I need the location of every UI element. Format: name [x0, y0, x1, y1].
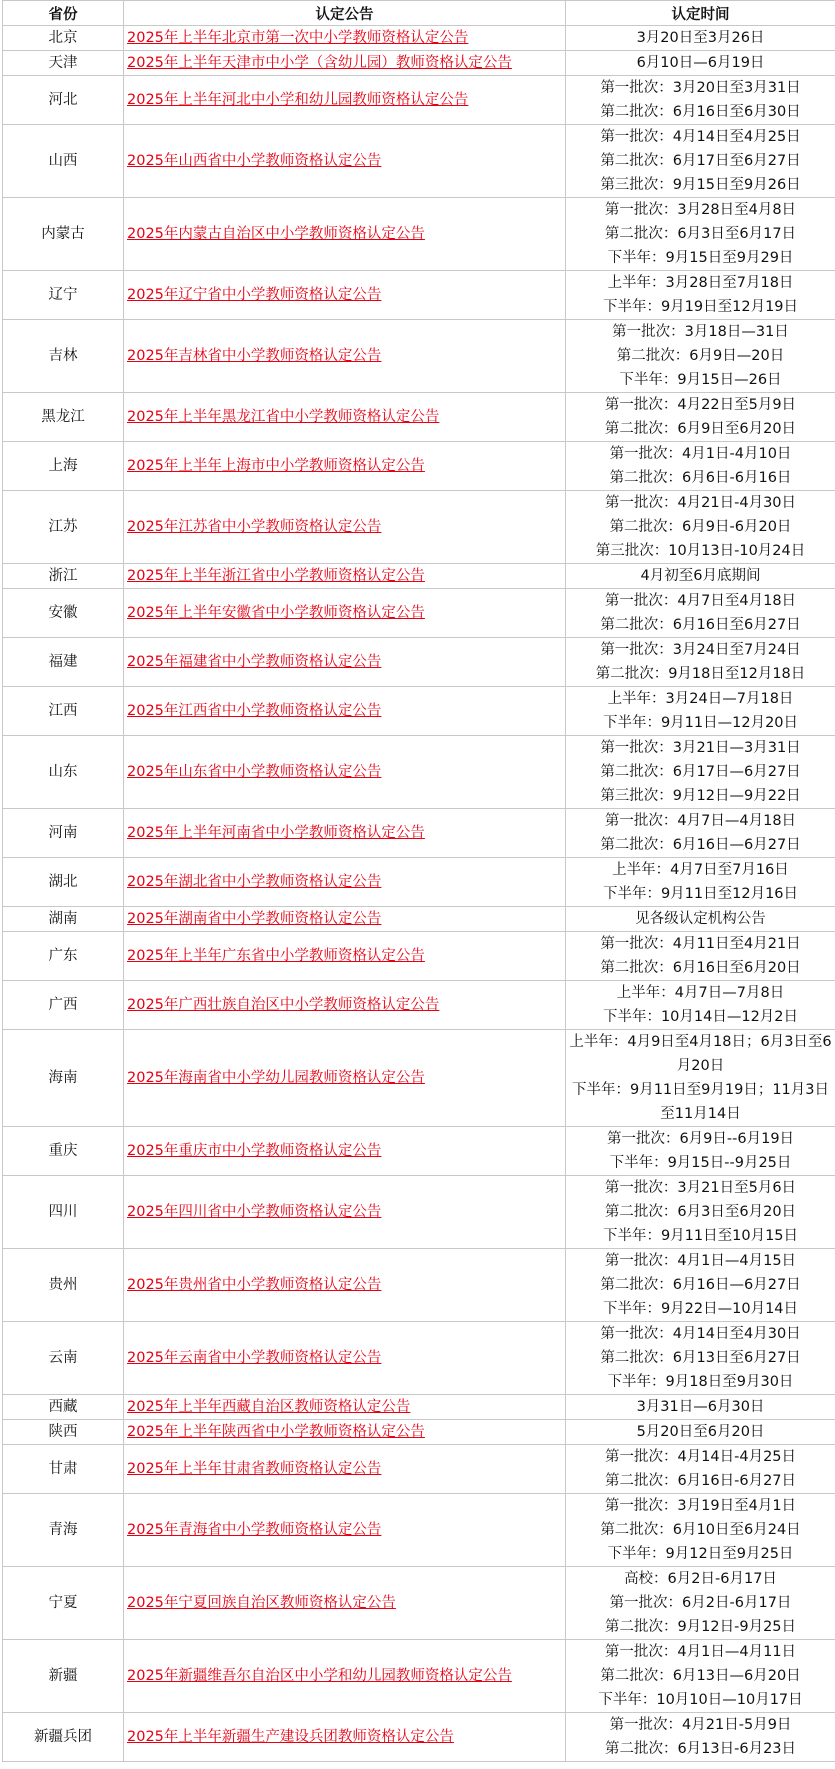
- time-line: 3月20日至3月26日: [636, 30, 765, 46]
- time-line: 第二批次：6月10日至6月24日: [600, 1522, 801, 1538]
- time-line: 第三批次：9月12日—9月22日: [600, 788, 801, 804]
- notice-link[interactable]: 2025年上半年广东省中小学教师资格认定公告: [127, 948, 425, 964]
- notice-link[interactable]: 2025年福建省中小学教师资格认定公告: [127, 654, 382, 670]
- table-row: [3, 76, 835, 125]
- time-line: 下半年：10月14日—12月2日: [602, 1009, 799, 1025]
- province-cell: 天津: [3, 51, 124, 76]
- notice-cell: [124, 1395, 566, 1420]
- notice-cell: [124, 932, 566, 981]
- time-cell: [566, 736, 835, 809]
- time-line: 第二批次：6月13日-6月23日: [604, 1741, 797, 1757]
- province-cell: 福建: [3, 638, 124, 687]
- province-cell: 山西: [3, 125, 124, 198]
- notice-link[interactable]: 2025年上半年黑龙江省中小学教师资格认定公告: [127, 409, 440, 425]
- time-line: 第二批次：6月16日—6月27日: [600, 1277, 801, 1293]
- province-cell: 海南: [3, 1030, 124, 1127]
- time-line: 第一批次：3月24日至7月24日: [600, 642, 801, 658]
- notice-cell: [124, 638, 566, 687]
- time-line: 第一批次：4月1日—4月15日: [604, 1253, 797, 1269]
- time-line: 第一批次：3月20日至3月31日: [600, 80, 801, 96]
- time-line: 第三批次：9月15日至9月26日: [600, 177, 801, 193]
- notice-cell: [124, 1494, 566, 1567]
- notice-cell: [124, 320, 566, 393]
- time-line: 第二批次：6月9日-6月20日: [609, 519, 792, 535]
- time-line: 第一批次：4月14日至4月30日: [600, 1326, 801, 1342]
- notice-cell: [124, 76, 566, 125]
- time-line: 4月初至6月底期间: [640, 568, 761, 584]
- table-row: [3, 981, 835, 1030]
- notice-cell: [124, 51, 566, 76]
- notice-link[interactable]: 2025年上半年新疆生产建设兵团教师资格认定公告: [127, 1729, 454, 1745]
- table-row: [3, 1713, 835, 1762]
- notice-cell: [124, 736, 566, 809]
- table-row: [3, 1420, 835, 1445]
- time-cell: [566, 687, 835, 736]
- time-line: 第一批次：4月22日至5月9日: [604, 397, 797, 413]
- time-cell: [566, 1713, 835, 1762]
- time-line: 第二批次：6月17日至6月27日: [600, 153, 801, 169]
- time-line: 第一批次：3月21日—3月31日: [600, 740, 801, 756]
- time-cell: [566, 589, 835, 638]
- notice-cell: [124, 1445, 566, 1494]
- notice-link[interactable]: 2025年上半年天津市中小学（含幼儿园）教师资格认定公告: [127, 55, 512, 71]
- province-cell: 北京: [3, 26, 124, 51]
- notice-link[interactable]: 2025年四川省中小学教师资格认定公告: [127, 1204, 382, 1220]
- notice-cell: [124, 198, 566, 271]
- notice-cell: [124, 809, 566, 858]
- time-line: 第一批次：4月21日-4月30日: [604, 495, 797, 511]
- time-line: 第二批次：6月9日—20日: [616, 348, 785, 364]
- time-line: 下半年：9月11日—12月20日: [602, 715, 799, 731]
- time-line: 第二批次：6月17日—6月27日: [600, 764, 801, 780]
- province-cell: 陕西: [3, 1420, 124, 1445]
- province-cell: 河北: [3, 76, 124, 125]
- time-cell: [566, 76, 835, 125]
- notice-link[interactable]: 2025年新疆维吾尔自治区中小学和幼儿园教师资格认定公告: [127, 1668, 512, 1684]
- table-row: [3, 320, 835, 393]
- notice-cell: [124, 1176, 566, 1249]
- province-cell: 辽宁: [3, 271, 124, 320]
- time-cell: [566, 1494, 835, 1567]
- notice-link[interactable]: 2025年上半年西藏自治区教师资格认定公告: [127, 1399, 411, 1415]
- notice-cell: [124, 981, 566, 1030]
- table-row: [3, 393, 835, 442]
- notice-link[interactable]: 2025年广西壮族自治区中小学教师资格认定公告: [127, 997, 440, 1013]
- notice-link[interactable]: 2025年山东省中小学教师资格认定公告: [127, 764, 382, 780]
- time-cell: [566, 320, 835, 393]
- province-cell: 广东: [3, 932, 124, 981]
- table-row: [3, 564, 835, 589]
- time-cell: [566, 125, 835, 198]
- time-line: 下半年：9月11日至10月15日: [602, 1228, 799, 1244]
- notice-cell: [124, 271, 566, 320]
- header-notice: 认定公告: [124, 1, 566, 26]
- notice-link[interactable]: 2025年青海省中小学教师资格认定公告: [127, 1522, 382, 1538]
- notice-link[interactable]: 2025年上半年陕西省中小学教师资格认定公告: [127, 1424, 425, 1440]
- time-line: 第二批次：6月16日—6月27日: [600, 837, 801, 853]
- notice-cell: [124, 858, 566, 907]
- notice-cell: [124, 687, 566, 736]
- time-line: 下半年：10月10日—10月17日: [598, 1692, 803, 1708]
- time-line: 第二批次：6月16日至6月27日: [600, 617, 801, 633]
- table-row: [3, 198, 835, 271]
- time-cell: [566, 981, 835, 1030]
- notice-cell: [124, 393, 566, 442]
- time-line: 第二批次：6月3日至6月20日: [604, 1204, 797, 1220]
- province-cell: 青海: [3, 1494, 124, 1567]
- notice-cell: [124, 125, 566, 198]
- time-cell: [566, 1322, 835, 1395]
- time-line: 6月10日—6月19日: [636, 55, 765, 71]
- time-line: 下半年：9月15日--9月25日: [609, 1155, 792, 1171]
- table-row: [3, 687, 835, 736]
- province-cell: 湖北: [3, 858, 124, 907]
- table-row: [3, 809, 835, 858]
- time-line: 第三批次：10月13日-10月24日: [595, 543, 806, 559]
- time-line: 第二批次：6月13日—6月20日: [600, 1668, 801, 1684]
- time-line: 上半年：4月9日至4月18日；6月3日至6月20日: [569, 1034, 832, 1074]
- time-line: 下半年：9月12日至9月25日: [607, 1546, 794, 1562]
- notice-link[interactable]: 2025年上半年安徽省中小学教师资格认定公告: [127, 605, 425, 621]
- time-line: 第一批次：4月1日-4月10日: [609, 446, 792, 462]
- table-row: [3, 858, 835, 907]
- province-cell: 吉林: [3, 320, 124, 393]
- notice-cell: [124, 1420, 566, 1445]
- notice-link[interactable]: 2025年上半年北京市第一次中小学教师资格认定公告: [127, 30, 469, 46]
- time-line: 第二批次：6月13日至6月27日: [600, 1350, 801, 1366]
- table-row: [3, 736, 835, 809]
- time-cell: [566, 1420, 835, 1445]
- table-row: [3, 1322, 835, 1395]
- time-cell: [566, 907, 835, 932]
- time-line: 下半年：9月11日至9月19日；11月3日至11月14日: [571, 1082, 830, 1122]
- province-cell: 黑龙江: [3, 393, 124, 442]
- province-cell: 西藏: [3, 1395, 124, 1420]
- time-line: 第一批次：6月9日--6月19日: [606, 1131, 795, 1147]
- time-line: 第二批次：9月18日至12月18日: [595, 666, 806, 682]
- table-row: [3, 271, 835, 320]
- table-row: [3, 26, 835, 51]
- time-cell: [566, 1176, 835, 1249]
- time-cell: [566, 393, 835, 442]
- province-cell: 宁夏: [3, 1567, 124, 1640]
- notice-link[interactable]: 2025年山西省中小学教师资格认定公告: [127, 153, 382, 169]
- time-line: 第二批次：6月3日至6月17日: [604, 226, 797, 242]
- notice-link[interactable]: 2025年内蒙古自治区中小学教师资格认定公告: [127, 226, 425, 242]
- table-row: [3, 1030, 835, 1127]
- time-cell: [566, 564, 835, 589]
- time-cell: [566, 51, 835, 76]
- province-cell: 江西: [3, 687, 124, 736]
- province-cell: 河南: [3, 809, 124, 858]
- header-time: 认定时间: [566, 1, 835, 26]
- time-cell: [566, 198, 835, 271]
- table-body: [3, 26, 835, 1762]
- notice-cell: [124, 1322, 566, 1395]
- province-cell: 四川: [3, 1176, 124, 1249]
- time-line: 上半年：4月7日至7月16日: [612, 862, 789, 878]
- notice-cell: [124, 1567, 566, 1640]
- time-cell: [566, 442, 835, 491]
- time-line: 下半年：9月22日—10月14日: [602, 1301, 799, 1317]
- table-row: [3, 51, 835, 76]
- table-row: [3, 1445, 835, 1494]
- notice-link[interactable]: 2025年湖南省中小学教师资格认定公告: [127, 911, 382, 927]
- time-line: 上半年：3月28日至7月18日: [607, 275, 794, 291]
- table-row: [3, 589, 835, 638]
- notice-link[interactable]: 2025年江西省中小学教师资格认定公告: [127, 703, 382, 719]
- time-line: 下半年：9月15日至9月29日: [607, 250, 794, 266]
- notice-link[interactable]: 2025年湖北省中小学教师资格认定公告: [127, 874, 382, 890]
- notice-link[interactable]: 2025年上半年甘肃省教师资格认定公告: [127, 1461, 382, 1477]
- time-cell: [566, 1127, 835, 1176]
- time-line: 第二批次：6月16日至6月30日: [600, 104, 801, 120]
- notice-cell: [124, 442, 566, 491]
- notice-link[interactable]: 2025年上半年河北中小学和幼儿园教师资格认定公告: [127, 92, 469, 108]
- notice-cell: [124, 1640, 566, 1713]
- notice-cell: [124, 1127, 566, 1176]
- notice-cell: [124, 1713, 566, 1762]
- time-line: 3月31日—6月30日: [636, 1399, 765, 1415]
- province-cell: 江苏: [3, 491, 124, 564]
- notice-link[interactable]: 2025年重庆市中小学教师资格认定公告: [127, 1143, 382, 1159]
- certification-table: [2, 0, 835, 1762]
- notice-link[interactable]: 2025年上半年河南省中小学教师资格认定公告: [127, 825, 425, 841]
- province-cell: 新疆兵团: [3, 1713, 124, 1762]
- province-cell: 广西: [3, 981, 124, 1030]
- time-line: 5月20日至6月20日: [636, 1424, 765, 1440]
- time-cell: [566, 1395, 835, 1420]
- province-cell: 上海: [3, 442, 124, 491]
- time-line: 第二批次：6月16日-6月27日: [604, 1473, 797, 1489]
- time-line: 第一批次：3月28日至4月8日: [604, 202, 797, 218]
- table-row: [3, 907, 835, 932]
- time-line: 第一批次：3月18日—31日: [612, 324, 789, 340]
- notice-link[interactable]: 2025年江苏省中小学教师资格认定公告: [127, 519, 382, 535]
- table-row: [3, 1395, 835, 1420]
- notice-link[interactable]: 2025年云南省中小学教师资格认定公告: [127, 1350, 382, 1366]
- table-row: [3, 491, 835, 564]
- time-line: 下半年：9月18日至9月30日: [607, 1374, 794, 1390]
- table-row: [3, 1567, 835, 1640]
- province-cell: 新疆: [3, 1640, 124, 1713]
- province-cell: 贵州: [3, 1249, 124, 1322]
- time-line: 第一批次：4月7日至4月18日: [604, 593, 797, 609]
- notice-link[interactable]: 2025年吉林省中小学教师资格认定公告: [127, 348, 382, 364]
- time-line: 第二批次：6月6日-6月16日: [609, 470, 792, 486]
- time-cell: [566, 26, 835, 51]
- time-cell: [566, 1249, 835, 1322]
- notice-cell: [124, 907, 566, 932]
- header-province: 省份: [3, 1, 124, 26]
- province-cell: 山东: [3, 736, 124, 809]
- table-row: [3, 1640, 835, 1713]
- time-line: 第一批次：4月21日-5月9日: [609, 1717, 792, 1733]
- province-cell: 内蒙古: [3, 198, 124, 271]
- notice-cell: [124, 1249, 566, 1322]
- time-cell: [566, 1567, 835, 1640]
- notice-cell: [124, 491, 566, 564]
- province-cell: 浙江: [3, 564, 124, 589]
- province-cell: 湖南: [3, 907, 124, 932]
- table-row: [3, 125, 835, 198]
- notice-link[interactable]: 2025年辽宁省中小学教师资格认定公告: [127, 287, 382, 303]
- notice-link[interactable]: 2025年上半年上海市中小学教师资格认定公告: [127, 458, 425, 474]
- notice-cell: [124, 589, 566, 638]
- time-cell: [566, 809, 835, 858]
- time-cell: [566, 491, 835, 564]
- table-header-row: [3, 1, 835, 26]
- table-row: [3, 638, 835, 687]
- notice-link[interactable]: 2025年贵州省中小学教师资格认定公告: [127, 1277, 382, 1293]
- time-line: 第二批次：9月12日-9月25日: [604, 1619, 797, 1635]
- table-row: [3, 1127, 835, 1176]
- time-line: 下半年：9月11日至12月16日: [602, 886, 799, 902]
- time-line: 上半年：3月24日—7月18日: [607, 691, 794, 707]
- time-line: 高校：6月2日-6月17日: [624, 1571, 777, 1587]
- time-line: 第一批次：4月1日—4月11日: [604, 1644, 797, 1660]
- notice-link[interactable]: 2025年上半年浙江省中小学教师资格认定公告: [127, 568, 425, 584]
- time-line: 第二批次：6月9日至6月20日: [604, 421, 797, 437]
- time-cell: [566, 1640, 835, 1713]
- province-cell: 甘肃: [3, 1445, 124, 1494]
- time-line: 第一批次：4月11日至4月21日: [600, 936, 801, 952]
- time-cell: [566, 1030, 835, 1127]
- time-line: 第二批次：6月16日至6月20日: [600, 960, 801, 976]
- time-line: 下半年：9月19日至12月19日: [602, 299, 799, 315]
- province-cell: 安徽: [3, 589, 124, 638]
- table-row: [3, 1176, 835, 1249]
- province-cell: 重庆: [3, 1127, 124, 1176]
- table-row: [3, 932, 835, 981]
- table-row: [3, 442, 835, 491]
- notice-cell: [124, 26, 566, 51]
- time-line: 上半年：4月7日—7月8日: [616, 985, 785, 1001]
- province-cell: 云南: [3, 1322, 124, 1395]
- time-line: 第一批次：4月14日至4月25日: [600, 129, 801, 145]
- time-line: 见各级认定机构公告: [635, 911, 766, 927]
- notice-cell: [124, 564, 566, 589]
- table-row: [3, 1249, 835, 1322]
- notice-cell: [124, 1030, 566, 1127]
- time-cell: [566, 271, 835, 320]
- notice-link[interactable]: 2025年海南省中小学幼儿园教师资格认定公告: [127, 1070, 425, 1086]
- time-line: 第一批次：3月19日至4月1日: [604, 1498, 797, 1514]
- time-cell: [566, 932, 835, 981]
- time-line: 第一批次：4月7日—4月18日: [604, 813, 797, 829]
- time-cell: [566, 638, 835, 687]
- time-line: 下半年：9月15日—26日: [619, 372, 782, 388]
- time-line: 第一批次：4月14日-4月25日: [604, 1449, 797, 1465]
- notice-link[interactable]: 2025年宁夏回族自治区教师资格认定公告: [127, 1595, 396, 1611]
- table-row: [3, 1494, 835, 1567]
- time-line: 第一批次：3月21日至5月6日: [604, 1180, 797, 1196]
- time-cell: [566, 1445, 835, 1494]
- time-line: 第一批次：6月2日-6月17日: [609, 1595, 792, 1611]
- time-cell: [566, 858, 835, 907]
